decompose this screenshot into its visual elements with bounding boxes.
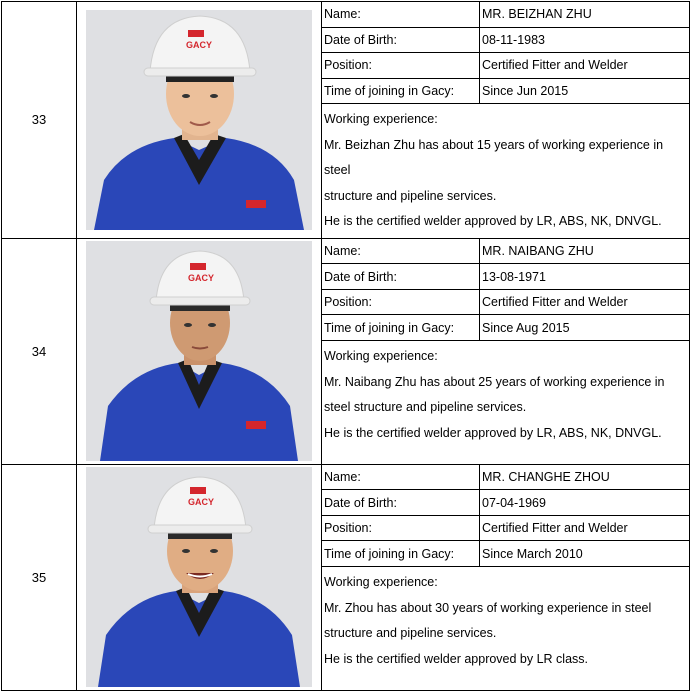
staff-row [2, 464, 690, 490]
name-label: Name: [322, 2, 480, 28]
dob-label: Date of Birth: [322, 490, 480, 516]
name-value: MR. BEIZHAN ZHU [480, 2, 690, 28]
dob-label: Date of Birth: [322, 27, 480, 53]
joining-value: Since March 2010 [480, 541, 690, 567]
portrait-illustration [86, 467, 312, 687]
portrait-illustration [86, 10, 312, 230]
helmet-logo: GACY [188, 273, 215, 284]
position-label: Position: [322, 53, 480, 79]
staff-number: 33 [2, 2, 77, 239]
staff-number: 34 [2, 238, 77, 464]
dob-value: 08-11-1983 [480, 27, 690, 53]
staff-row [2, 238, 690, 264]
name-label: Name: [322, 464, 480, 490]
dob-value: 07-04-1969 [480, 490, 690, 516]
staff-photo [86, 241, 312, 461]
experience-label: Working experience: [324, 348, 438, 363]
position-label: Position: [322, 515, 480, 541]
dob-value: 13-08-1971 [480, 264, 690, 290]
staff-table [1, 1, 690, 691]
position-value: Certified Fitter and Welder [480, 515, 690, 541]
experience-cell [322, 104, 690, 239]
portrait-illustration [86, 241, 312, 461]
experience-cell [322, 340, 690, 464]
dob-label: Date of Birth: [322, 264, 480, 290]
experience-label: Working experience: [324, 112, 438, 126]
experience-line: Mr. Zhou has about 30 years of working experience in steel [324, 600, 652, 615]
name-label: Name: [322, 238, 480, 264]
experience-line: Mr. Naibang Zhu has about 25 years of working experience in [324, 374, 665, 389]
position-label: Position: [322, 289, 480, 315]
experience-line: structure and pipeline services. [324, 188, 497, 203]
experience-line: He is the certified welder approved by LR, ABS, NK, DNVGL. [324, 214, 662, 229]
staff-number: 35 [2, 464, 77, 690]
experience-line: He is the certified welder approved by LR, ABS, NK, DNVGL. [324, 425, 662, 440]
staff-photo [86, 467, 312, 687]
helmet-logo: GACY [188, 497, 215, 508]
position-value: Certified Fitter and Welder [480, 289, 690, 315]
experience-line: structure and pipeline services. [324, 626, 497, 641]
joining-value: Since Aug 2015 [480, 315, 690, 341]
experience-cell [322, 566, 690, 690]
name-value: MR. NAIBANG ZHU [480, 238, 690, 264]
joining-value: Since Jun 2015 [480, 78, 690, 104]
staff-row [2, 2, 690, 28]
helmet-logo: GACY [186, 39, 213, 50]
experience-line: Mr. Beizhan Zhu has about 15 years of working experience in steel [324, 137, 664, 178]
position-value: Certified Fitter and Welder [480, 53, 690, 79]
joining-label: Time of joining in Gacy: [322, 78, 480, 104]
photo-cell [77, 2, 322, 239]
staff-photo [86, 10, 312, 230]
experience-line: steel structure and pipeline services. [324, 400, 527, 415]
joining-label: Time of joining in Gacy: [322, 315, 480, 341]
joining-label: Time of joining in Gacy: [322, 541, 480, 567]
photo-cell [77, 464, 322, 690]
name-value: MR. CHANGHE ZHOU [480, 464, 690, 490]
experience-line: He is the certified welder approved by LR class. [324, 651, 589, 666]
experience-label: Working experience: [324, 574, 438, 589]
photo-cell [77, 238, 322, 464]
